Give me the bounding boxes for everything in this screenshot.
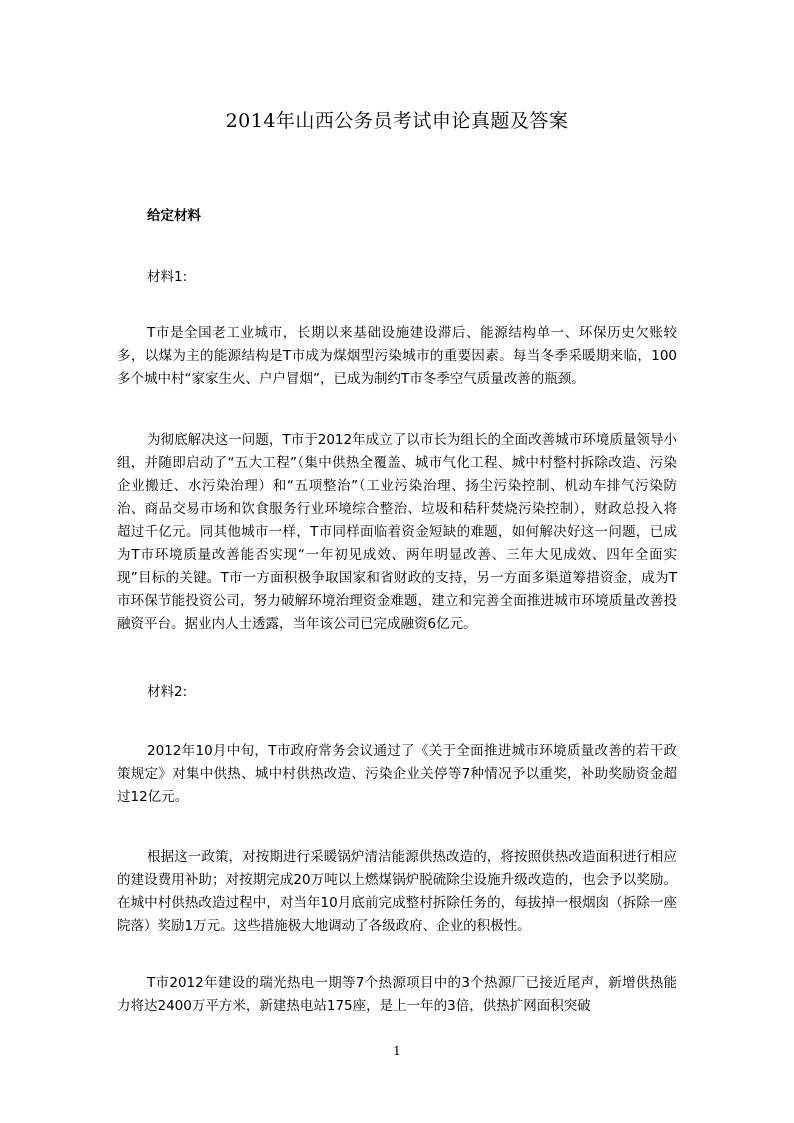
material-2-label: 材料2: — [147, 684, 188, 700]
paragraph-3: 2012年10月中旬，T市政府常务会议通过了《关于全面推进城市环境质量改善的若干政策规定》对集中供热、城中村供热改造、污染企业关停等7种情况予以重奖，补助奖励资金超过12亿元。 — [117, 743, 677, 805]
paragraph-5: T市2012年建设的瑞光热电一期等7个热源项目中的3个热源厂已接近尾声，新增供热能力将达2400万平方米，新建热电站175座，是上一年的3倍，供热扩网面积突破 — [117, 975, 677, 1014]
page-number: 1 — [393, 1044, 401, 1058]
document-title: 2014年山西公务员考试申论真题及答案 — [225, 110, 569, 132]
material-1-label: 材料1: — [147, 269, 188, 285]
section-heading: 给定材料 — [147, 208, 201, 224]
paragraph-2: 为彻底解决这一问题，T市于2012年成立了以市长为组长的全面改善城市环境质量领导小组，并随即启动了“五大工程”（集中供热全覆盖、城市气化工程、城中村整村拆除改造、污染企业搬迁、水污染治理）和“五项整治”（工业污染治理、扬尘污染控制、机动车排气污染防治、商品交易市场和饮食服务行业环境综合整治、垃圾和秸秆焚烧污染控制），财政总投入将超过千亿元。同其他城市一样，T市同样面临着资金短缺的难题，如何解决好这一问题，已成为T市环境质量改善能否实现“一年初见成效、两年明显改善、三年大见成效、四年全面实现”目标的关键。T市一方面积极争取国家和省财政的支持，另一方面多渠道筹措资金，成为T市环保节能投资公司，努力破解环境治理资金难题，建立和完善全面推进城市环境质量改善投融资平台。据业内人士透露，当年该公司已完成融资6亿元。 — [117, 432, 677, 632]
paragraph-4: 根据这一政策，对按期进行采暖锅炉清洁能源供热改造的，将按照供热改造面积进行相应的建设费用补助；对按期完成20万吨以上燃煤锅炉脱硫除尘设施升级改造的，也会予以奖励。在城中村供热改造过程中，对当年10月底前完成整村拆除任务的，每拔掉一根烟囱（拆除一座院落）奖励1万元。这些措施极大地调动了各级政府、企业的积极性。 — [117, 849, 677, 934]
paragraph-1: T市是全国老工业城市，长期以来基础设施建设滞后、能源结构单一、环保历史欠账较多，以煤为主的能源结构是T市成为煤烟型污染城市的重要因素。每当冬季采暖期来临，100多个城中村“家家生火、户户冒烟”，已成为制约T市冬季空气质量改善的瓶颈。 — [117, 325, 677, 387]
